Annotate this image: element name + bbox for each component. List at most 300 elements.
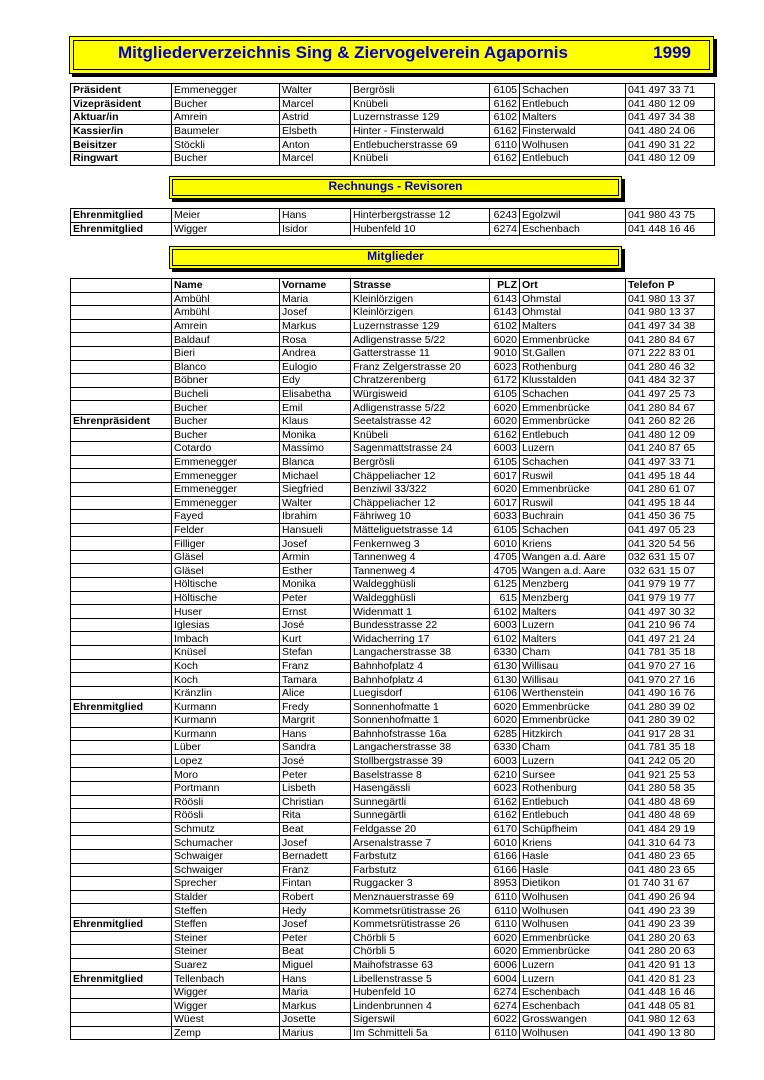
- cell-tel: 041 497 25 73: [626, 387, 715, 401]
- cell-role: [71, 578, 172, 592]
- cell-name: Schwaiger: [172, 863, 280, 877]
- cell-street: Kleinlörzigen: [351, 292, 490, 306]
- cell-street: Langacherstrasse 38: [351, 741, 490, 755]
- cell-street: Bundesstrasse 22: [351, 618, 490, 632]
- cell-name: Steffen: [172, 917, 280, 931]
- cell-tel: 041 280 46 32: [626, 360, 715, 374]
- cell-ort: Kriens: [520, 836, 626, 850]
- cell-street: Kommetsrütistrasse 26: [351, 904, 490, 918]
- cell-role: [71, 958, 172, 972]
- cell-ort: Wolhusen: [520, 1026, 626, 1040]
- cell-ort: Entlebuch: [520, 151, 626, 165]
- cell-ort: Emmenbrücke: [520, 931, 626, 945]
- member-row: [71, 768, 715, 782]
- cell-ort: Emmenbrücke: [520, 714, 626, 728]
- cell-plz: 8953: [490, 877, 520, 891]
- cell-tel: 041 781 35 18: [626, 741, 715, 755]
- revisoren-title: Rechnungs - Revisoren: [328, 179, 463, 193]
- cell-role: [71, 877, 172, 891]
- cell-first: Klaus: [280, 414, 351, 428]
- cell-role: [71, 686, 172, 700]
- cell-name: Stöckli: [172, 138, 280, 152]
- cell-tel: 041 980 12 63: [626, 1013, 715, 1027]
- cell-tel: 041 490 16 76: [626, 686, 715, 700]
- cell-ort: Cham: [520, 741, 626, 755]
- cell-name: Baumeler: [172, 124, 280, 138]
- cell-street: Bergrösli: [351, 455, 490, 469]
- cell-tel: 041 480 48 69: [626, 795, 715, 809]
- cell-tel: 041 490 31 22: [626, 138, 715, 152]
- cell-role: [71, 904, 172, 918]
- cell-role: [71, 387, 172, 401]
- cell-street: Strasse: [351, 279, 490, 293]
- cell-street: Knübeli: [351, 97, 490, 111]
- cell-street: Widacherring 17: [351, 632, 490, 646]
- member-row: [71, 455, 715, 469]
- cell-name: Wüest: [172, 1013, 280, 1027]
- cell-plz: 6017: [490, 496, 520, 510]
- cell-plz: 6020: [490, 333, 520, 347]
- cell-plz: 6166: [490, 849, 520, 863]
- cell-plz: 6274: [490, 999, 520, 1013]
- cell-ort: Finsterwald: [520, 124, 626, 138]
- cell-name: Lüber: [172, 741, 280, 755]
- cell-name: Wigger: [172, 985, 280, 999]
- cell-ort: Ohmstal: [520, 292, 626, 306]
- cell-first: Hans: [280, 727, 351, 741]
- cell-ort: Hasle: [520, 849, 626, 863]
- cell-name: Suarez: [172, 958, 280, 972]
- cell-role: Ehrenmitglied: [71, 700, 172, 714]
- cell-street: Sagenmattstrasse 24: [351, 442, 490, 456]
- cell-role: [71, 890, 172, 904]
- cell-plz: 6170: [490, 822, 520, 836]
- cell-tel: 041 497 05 23: [626, 523, 715, 537]
- cell-tel: 041 480 48 69: [626, 809, 715, 823]
- cell-tel: 041 280 20 63: [626, 945, 715, 959]
- cell-street: Chörbli 5: [351, 945, 490, 959]
- cell-name: Schwaiger: [172, 849, 280, 863]
- cell-ort: Eschenbach: [520, 999, 626, 1013]
- cell-tel: 041 979 19 77: [626, 578, 715, 592]
- cell-ort: Entlebuch: [520, 97, 626, 111]
- cell-street: Sunnegärtli: [351, 795, 490, 809]
- cell-first: Beat: [280, 945, 351, 959]
- cell-street: Tannenweg 4: [351, 564, 490, 578]
- cell-ort: Luzern: [520, 442, 626, 456]
- member-row: [71, 849, 715, 863]
- cell-role: Ringwart: [71, 151, 172, 165]
- cell-name: Koch: [172, 659, 280, 673]
- cell-tel: 041 970 27 16: [626, 673, 715, 687]
- cell-tel: 041 979 19 77: [626, 591, 715, 605]
- cell-first: Marcel: [280, 151, 351, 165]
- cell-ort: Malters: [520, 319, 626, 333]
- cell-plz: 6106: [490, 686, 520, 700]
- cell-street: Hubenfeld 10: [351, 985, 490, 999]
- cell-plz: 6105: [490, 84, 520, 98]
- cell-role: [71, 482, 172, 496]
- cell-name: Lopez: [172, 754, 280, 768]
- cell-first: Bernadett: [280, 849, 351, 863]
- cell-name: Gläsel: [172, 564, 280, 578]
- cell-tel: 041 490 23 39: [626, 904, 715, 918]
- cell-role: [71, 401, 172, 415]
- cell-role: Aktuar/in: [71, 111, 172, 125]
- cell-name: Imbach: [172, 632, 280, 646]
- cell-name: Steiner: [172, 945, 280, 959]
- cell-ort: Hasle: [520, 863, 626, 877]
- member-row: [71, 863, 715, 877]
- cell-name: Amrein: [172, 111, 280, 125]
- member-row: [71, 904, 715, 918]
- cell-name: Kurmann: [172, 727, 280, 741]
- cell-name: Tellenbach: [172, 972, 280, 986]
- cell-role: [71, 618, 172, 632]
- cell-first: Andrea: [280, 346, 351, 360]
- board-row: [71, 111, 715, 125]
- cell-ort: Wangen a.d. Aare: [520, 550, 626, 564]
- cell-role: [71, 836, 172, 850]
- member-row: [71, 482, 715, 496]
- cell-tel: 041 781 35 18: [626, 646, 715, 660]
- cell-tel: 01 740 31 67: [626, 877, 715, 891]
- cell-plz: 6110: [490, 890, 520, 904]
- cell-role: [71, 1013, 172, 1027]
- cell-first: Fintan: [280, 877, 351, 891]
- cell-ort: Schachen: [520, 523, 626, 537]
- cell-ort: Luzern: [520, 754, 626, 768]
- cell-first: Christian: [280, 795, 351, 809]
- cell-plz: 6020: [490, 931, 520, 945]
- cell-first: Franz: [280, 863, 351, 877]
- cell-name: Röösli: [172, 795, 280, 809]
- cell-first: Elisabetha: [280, 387, 351, 401]
- cell-ort: Kriens: [520, 537, 626, 551]
- cell-ort: Entlebuch: [520, 795, 626, 809]
- member-row: [71, 306, 715, 320]
- cell-street: Hinter - Finsterwald: [351, 124, 490, 138]
- cell-street: Chörbli 5: [351, 931, 490, 945]
- cell-ort: Eschenbach: [520, 985, 626, 999]
- cell-first: Maria: [280, 292, 351, 306]
- cell-role: [71, 292, 172, 306]
- cell-role: [71, 985, 172, 999]
- member-row: [71, 442, 715, 456]
- cell-name: Iglesias: [172, 618, 280, 632]
- member-row: [71, 319, 715, 333]
- cell-plz: 6003: [490, 754, 520, 768]
- member-row: [71, 333, 715, 347]
- cell-name: Baldauf: [172, 333, 280, 347]
- cell-name: Bucher: [172, 401, 280, 415]
- member-row: [71, 999, 715, 1013]
- cell-ort: Ruswil: [520, 496, 626, 510]
- members-banner: [169, 246, 622, 269]
- member-row: [71, 414, 715, 428]
- cell-street: Gatterstrasse 11: [351, 346, 490, 360]
- cell-tel: 071 222 83 01: [626, 346, 715, 360]
- cell-tel: 041 497 34 38: [626, 319, 715, 333]
- member-row: [71, 877, 715, 891]
- cell-plz: 6003: [490, 442, 520, 456]
- cell-street: Waldegghüsli: [351, 591, 490, 605]
- cell-tel: 041 480 24 06: [626, 124, 715, 138]
- member-row: [71, 523, 715, 537]
- cell-tel: 041 480 23 65: [626, 863, 715, 877]
- cell-role: [71, 333, 172, 347]
- cell-first: Monika: [280, 428, 351, 442]
- cell-tel: 041 240 87 65: [626, 442, 715, 456]
- cell-tel: 041 484 29 19: [626, 822, 715, 836]
- cell-role: [71, 428, 172, 442]
- cell-name: Schumacher: [172, 836, 280, 850]
- cell-name: Zemp: [172, 1026, 280, 1040]
- cell-first: Walter: [280, 496, 351, 510]
- cell-plz: 6022: [490, 1013, 520, 1027]
- cell-role: [71, 360, 172, 374]
- cell-ort: Malters: [520, 632, 626, 646]
- member-row: [71, 917, 715, 931]
- cell-role: [71, 781, 172, 795]
- cell-first: Monika: [280, 578, 351, 592]
- cell-tel: 041 490 26 94: [626, 890, 715, 904]
- cell-role: Ehrenpräsident: [71, 414, 172, 428]
- cell-first: Walter: [280, 84, 351, 98]
- cell-name: Emmenegger: [172, 482, 280, 496]
- cell-name: Portmann: [172, 781, 280, 795]
- member-row: [71, 632, 715, 646]
- cell-first: Hans: [280, 972, 351, 986]
- cell-tel: 041 450 36 75: [626, 510, 715, 524]
- cell-first: Anton: [280, 138, 351, 152]
- cell-plz: 6010: [490, 537, 520, 551]
- cell-street: Fenkernweg 3: [351, 537, 490, 551]
- cell-street: Libellenstrasse 5: [351, 972, 490, 986]
- cell-ort: Luzern: [520, 972, 626, 986]
- cell-name: Meier: [172, 209, 280, 223]
- cell-plz: 6102: [490, 632, 520, 646]
- cell-plz: 6023: [490, 360, 520, 374]
- cell-role: [71, 605, 172, 619]
- member-row: [71, 292, 715, 306]
- member-row: [71, 931, 715, 945]
- cell-name: Bucher: [172, 414, 280, 428]
- cell-name: Emmenegger: [172, 496, 280, 510]
- cell-street: Bahnhofplatz 4: [351, 673, 490, 687]
- cell-tel: 041 497 21 24: [626, 632, 715, 646]
- board-row: [71, 84, 715, 98]
- cell-name: Schmutz: [172, 822, 280, 836]
- cell-name: Wigger: [172, 222, 280, 236]
- cell-name: Kränzlin: [172, 686, 280, 700]
- cell-plz: 6162: [490, 428, 520, 442]
- member-row: [71, 360, 715, 374]
- cell-first: Peter: [280, 591, 351, 605]
- cell-name: Bucheli: [172, 387, 280, 401]
- cell-plz: 4705: [490, 550, 520, 564]
- cell-street: Maihofstrasse 63: [351, 958, 490, 972]
- cell-role: [71, 999, 172, 1013]
- cell-first: Hedy: [280, 904, 351, 918]
- cell-tel: 041 917 28 31: [626, 727, 715, 741]
- cell-name: Bucher: [172, 428, 280, 442]
- cell-plz: 9010: [490, 346, 520, 360]
- cell-tel: 041 280 84 67: [626, 333, 715, 347]
- cell-first: Massimo: [280, 442, 351, 456]
- cell-name: Emmenegger: [172, 469, 280, 483]
- cell-first: Maria: [280, 985, 351, 999]
- cell-plz: 6285: [490, 727, 520, 741]
- cell-first: Isidor: [280, 222, 351, 236]
- cell-street: Lindenbrunnen 4: [351, 999, 490, 1013]
- cell-street: Sonnenhofmatte 1: [351, 700, 490, 714]
- cell-ort: Ohmstal: [520, 306, 626, 320]
- member-row: [71, 578, 715, 592]
- cell-street: Bergrösli: [351, 84, 490, 98]
- title-banner: [69, 36, 714, 74]
- cell-name: Höltische: [172, 578, 280, 592]
- cell-street: Sigerswil: [351, 1013, 490, 1027]
- revisor-row: [71, 222, 715, 236]
- cell-first: Ibrahim: [280, 510, 351, 524]
- cell-role: [71, 279, 172, 293]
- member-row: [71, 945, 715, 959]
- cell-ort: Emmenbrücke: [520, 945, 626, 959]
- cell-ort: Dietikon: [520, 877, 626, 891]
- cell-plz: 6130: [490, 673, 520, 687]
- cell-name: Name: [172, 279, 280, 293]
- cell-role: [71, 523, 172, 537]
- cell-plz: 6004: [490, 972, 520, 986]
- cell-tel: 041 210 96 74: [626, 618, 715, 632]
- cell-name: Blanco: [172, 360, 280, 374]
- member-row: [71, 496, 715, 510]
- member-row: [71, 510, 715, 524]
- cell-plz: 6210: [490, 768, 520, 782]
- cell-plz: 6330: [490, 646, 520, 660]
- cell-street: Menznauerstrasse 69: [351, 890, 490, 904]
- cell-tel: 041 490 13 80: [626, 1026, 715, 1040]
- member-row: [71, 1013, 715, 1027]
- cell-ort: Willisau: [520, 673, 626, 687]
- cell-tel: 041 480 12 09: [626, 428, 715, 442]
- cell-role: [71, 632, 172, 646]
- cell-ort: Luzern: [520, 958, 626, 972]
- cell-plz: 6020: [490, 700, 520, 714]
- cell-first: Josef: [280, 537, 351, 551]
- cell-name: Röösli: [172, 809, 280, 823]
- cell-tel: 041 280 61 07: [626, 482, 715, 496]
- cell-role: [71, 795, 172, 809]
- cell-street: Seetalstrasse 42: [351, 414, 490, 428]
- cell-name: Amrein: [172, 319, 280, 333]
- cell-name: Knüsel: [172, 646, 280, 660]
- cell-street: Adligenstrasse 5/22: [351, 333, 490, 347]
- cell-name: Cotardo: [172, 442, 280, 456]
- member-row: [71, 618, 715, 632]
- cell-tel: 041 480 12 09: [626, 151, 715, 165]
- revisoren-banner: [169, 176, 622, 199]
- cell-name: Emmenegger: [172, 455, 280, 469]
- cell-plz: 6033: [490, 510, 520, 524]
- cell-role: [71, 863, 172, 877]
- cell-street: Bahnhofstrasse 16a: [351, 727, 490, 741]
- cell-role: [71, 510, 172, 524]
- cell-tel: 041 420 81 23: [626, 972, 715, 986]
- cell-street: Farbstutz: [351, 849, 490, 863]
- cell-name: Bucher: [172, 97, 280, 111]
- cell-street: Benziwil 33/322: [351, 482, 490, 496]
- cell-street: Hinterbergstrasse 12: [351, 209, 490, 223]
- cell-first: Rita: [280, 809, 351, 823]
- member-row: [71, 836, 715, 850]
- member-row: [71, 537, 715, 551]
- cell-tel: 032 631 15 07: [626, 564, 715, 578]
- cell-ort: Egolzwil: [520, 209, 626, 223]
- cell-role: [71, 741, 172, 755]
- cell-role: Präsident: [71, 84, 172, 98]
- cell-name: Kurmann: [172, 714, 280, 728]
- cell-role: [71, 496, 172, 510]
- cell-ort: Schachen: [520, 455, 626, 469]
- cell-tel: 041 980 13 37: [626, 292, 715, 306]
- cell-role: [71, 306, 172, 320]
- cell-street: Baselstrasse 8: [351, 768, 490, 782]
- cell-plz: 6105: [490, 455, 520, 469]
- cell-first: Hans: [280, 209, 351, 223]
- cell-ort: Klusstalden: [520, 374, 626, 388]
- cell-name: Wigger: [172, 999, 280, 1013]
- cell-plz: 6162: [490, 124, 520, 138]
- cell-ort: Luzern: [520, 618, 626, 632]
- cell-name: Filliger: [172, 537, 280, 551]
- board-row: [71, 138, 715, 152]
- cell-street: Kommetsrütistrasse 26: [351, 917, 490, 931]
- cell-first: Hansueli: [280, 523, 351, 537]
- cell-plz: 6162: [490, 97, 520, 111]
- cell-role: [71, 822, 172, 836]
- member-row: [71, 822, 715, 836]
- cell-street: Luegisdorf: [351, 686, 490, 700]
- cell-first: Sandra: [280, 741, 351, 755]
- cell-tel: 041 490 23 39: [626, 917, 715, 931]
- cell-street: Luzernstrasse 129: [351, 319, 490, 333]
- member-row: [71, 781, 715, 795]
- member-row: [71, 387, 715, 401]
- cell-tel: 041 260 82 26: [626, 414, 715, 428]
- cell-tel: 041 497 30 32: [626, 605, 715, 619]
- cell-role: [71, 319, 172, 333]
- cell-first: Josef: [280, 306, 351, 320]
- cell-first: Tamara: [280, 673, 351, 687]
- cell-name: Bucher: [172, 151, 280, 165]
- cell-first: Alice: [280, 686, 351, 700]
- cell-street: Hasengässli: [351, 781, 490, 795]
- cell-role: [71, 768, 172, 782]
- cell-plz: 6243: [490, 209, 520, 223]
- cell-plz: 6162: [490, 795, 520, 809]
- cell-first: Michael: [280, 469, 351, 483]
- cell-ort: Entlebuch: [520, 809, 626, 823]
- cell-street: Sunnegärtli: [351, 809, 490, 823]
- cell-ort: Menzberg: [520, 578, 626, 592]
- board-row: [71, 124, 715, 138]
- member-row: [71, 985, 715, 999]
- cell-ort: Emmenbrücke: [520, 401, 626, 415]
- cell-tel: 041 280 39 02: [626, 700, 715, 714]
- cell-first: Peter: [280, 931, 351, 945]
